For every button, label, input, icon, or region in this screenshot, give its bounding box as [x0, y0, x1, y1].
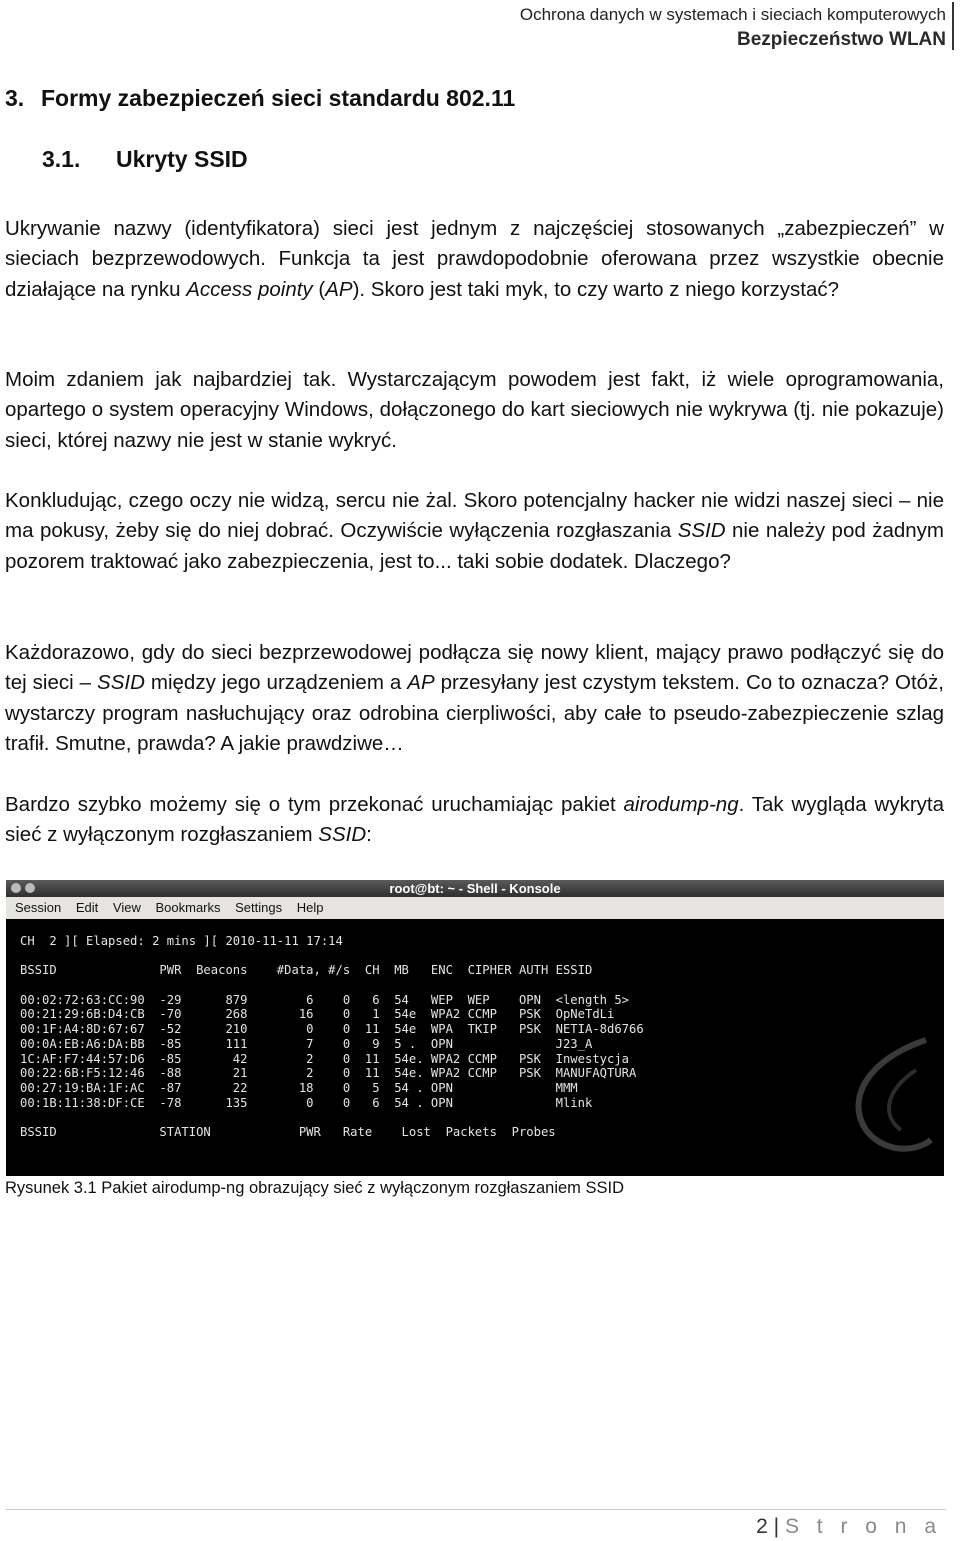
- paragraph-4-term-ap: AP: [407, 671, 435, 695]
- page-number: 2: [756, 1515, 768, 1538]
- paragraph-3: [5, 486, 944, 577]
- paragraph-5-term-airodump: airodump-ng: [623, 793, 739, 816]
- footer-rule: [5, 1509, 946, 1510]
- terminal-title-bar: [6, 880, 944, 897]
- paragraph-1-text-c: ). Skoro jest taki myk, to czy warto z niego korzystać?: [352, 277, 840, 301]
- paragraph-1-term-ap-abbr: AP: [325, 277, 353, 301]
- menu-view[interactable]: View: [112, 900, 141, 915]
- paragraph-5-text-c: :: [366, 823, 372, 847]
- paragraph-4-text-b: między jego urządzeniem a: [144, 671, 408, 695]
- paragraph-1-term-ap: Access pointy: [186, 277, 313, 301]
- paragraph-4-text-a: Każdorazowo, gdy do sieci bezprzewodowej podłącza się nowy klient, mający prawo podłączyć się do tej sieci –: [5, 641, 944, 695]
- station-table-header: BSSID STATION PWR Rate Lost Packets Probes: [20, 1125, 556, 1140]
- ap-row: 00:22:6B:F5:12:46 -88 21 2 0 11 54e. WPA2 CCMP PSK MANUFAQTURA: [20, 1066, 637, 1081]
- backtrack-dragon-watermark-icon: [806, 1030, 936, 1170]
- paragraph-2: Moim zdaniem jak najbardziej tak. Wystarczającym powodem jest fakt, iż wiele oprogramowania, opartego o system operacyjny Windows, dołączonego do kart sieciowych nie wykrywa (tj. nie pokazuje) sieci, której nazwy nie jest w stanie wykryć.: [5, 368, 944, 452]
- paragraph-4-term-ssid: SSID: [97, 671, 145, 695]
- paragraph-1-text-a: Ukrywanie nazwy (identyfikatora) sieci jest jednym z najczęściej stosowanych „zabezpieczeń” w sieciach bezprzewodowych. Funkcja ta jest prawdopodobnie oferowana przez wszystkie obecnie działające na rynku: [5, 217, 944, 301]
- page-footer: [756, 1515, 942, 1539]
- terminal-output: [6, 919, 944, 1140]
- paragraph-3-term-ssid: SSID: [677, 519, 726, 543]
- figure-caption: Rysunek 3.1 Pakiet airodump-ng obrazujący sieć z wyłączonym rozgłaszaniem SSID: [5, 1179, 625, 1197]
- subsection-number: 3.1.: [42, 146, 81, 172]
- paragraph-5-term-ssid: SSID: [318, 823, 367, 847]
- terminal-menu-bar: [6, 897, 944, 919]
- footer-separator: |: [767, 1515, 785, 1538]
- menu-help[interactable]: Help: [296, 900, 324, 915]
- header-course: Ochrona danych w systemach i sieciach komputerowych: [519, 5, 946, 24]
- paragraph-5: [5, 790, 944, 851]
- menu-settings[interactable]: Settings: [235, 900, 283, 915]
- paragraph-1: [5, 214, 944, 305]
- paragraph-5-text-b: . Tak wygląda wykryta sieć z wyłączonym rozgłaszaniem: [5, 793, 944, 847]
- ap-row: 00:02:72:63:CC:90 -29 879 6 0 6 54 WEP WEP OPN <length 5>: [20, 992, 630, 1007]
- section-number: 3.: [5, 85, 25, 111]
- window-menu-icon[interactable]: [11, 883, 21, 893]
- ap-row: 00:27:19:BA:1F:AC -87 22 18 0 5 54 . OPN MMM: [20, 1081, 578, 1095]
- ap-row: 00:21:29:6B:D4:CB -70 268 16 0 1 54e WPA2 CCMP PSK OpNeTdLi: [20, 1007, 615, 1022]
- menu-edit[interactable]: Edit: [75, 900, 99, 915]
- status-line: CH 2 ][ Elapsed: 2 mins ][ 2010-11-11 17:14: [20, 934, 343, 948]
- paragraph-1-text-b: (: [312, 277, 326, 301]
- footer-label: S t r o n a: [784, 1515, 942, 1538]
- section-title: Formy zabezpieczeń sieci standardu 802.11: [41, 85, 516, 111]
- paragraph-4-text-c: przesyłany jest czystym tekstem. Co to oznacza? Otóż, wystarczy program nasłuchujący oraz odrobina cierpliwości, aby całe to pseudo-zabezpieczenie szlag trafił. Smutne, prawda? A jakie prawdziwe…: [5, 671, 944, 755]
- ap-row: 00:1F:A4:8D:67:67 -52 210 0 0 11 54e WPA TKIP PSK NETIA-8d6766: [20, 1022, 644, 1037]
- ap-row: 00:0A:EB:A6:DA:BB -85 111 7 0 9 5 . OPN J23_A: [20, 1036, 593, 1051]
- paragraph-3-text-b: nie należy pod żadnym pozorem traktować jako zabezpieczenia, jest to... taki sobie dodatek. Dlaczego?: [5, 519, 944, 573]
- header-rule: [952, 2, 954, 50]
- ap-table-header: BSSID PWR Beacons #Data, #/s CH MB ENC CIPHER AUTH ESSID: [20, 963, 593, 978]
- section-heading: [5, 85, 515, 112]
- ap-row: 00:1B:11:38:DF:CE -78 135 0 0 6 54 . OPN Mlink: [20, 1095, 593, 1110]
- menu-bookmarks[interactable]: Bookmarks: [155, 900, 221, 915]
- terminal-screenshot: [6, 880, 944, 1176]
- subsection-title: Ukryty SSID: [116, 146, 248, 172]
- menu-session[interactable]: Session: [15, 900, 62, 915]
- paragraph-3-text-a: Konkludując, czego oczy nie widzą, sercu nie żal. Skoro potencjalny hacker nie widzi naszej sieci – nie ma pokusy, żeby się do niej dobrać. Oczywiście wyłączenia rozgłaszania: [5, 489, 944, 543]
- window-pin-icon[interactable]: [25, 883, 35, 893]
- terminal-title: root@bt: ~ - Shell - Konsole: [389, 881, 561, 896]
- ap-row: 1C:AF:F7:44:57:D6 -85 42 2 0 11 54e. WPA2 CCMP PSK Inwestycja: [20, 1051, 630, 1066]
- paragraph-5-text-a: Bardzo szybko możemy się o tym przekonać uruchamiając pakiet: [5, 793, 624, 816]
- header-topic: Bezpieczeństwo WLAN: [736, 29, 946, 50]
- subsection-heading: [42, 146, 248, 173]
- paragraph-4: [5, 638, 944, 759]
